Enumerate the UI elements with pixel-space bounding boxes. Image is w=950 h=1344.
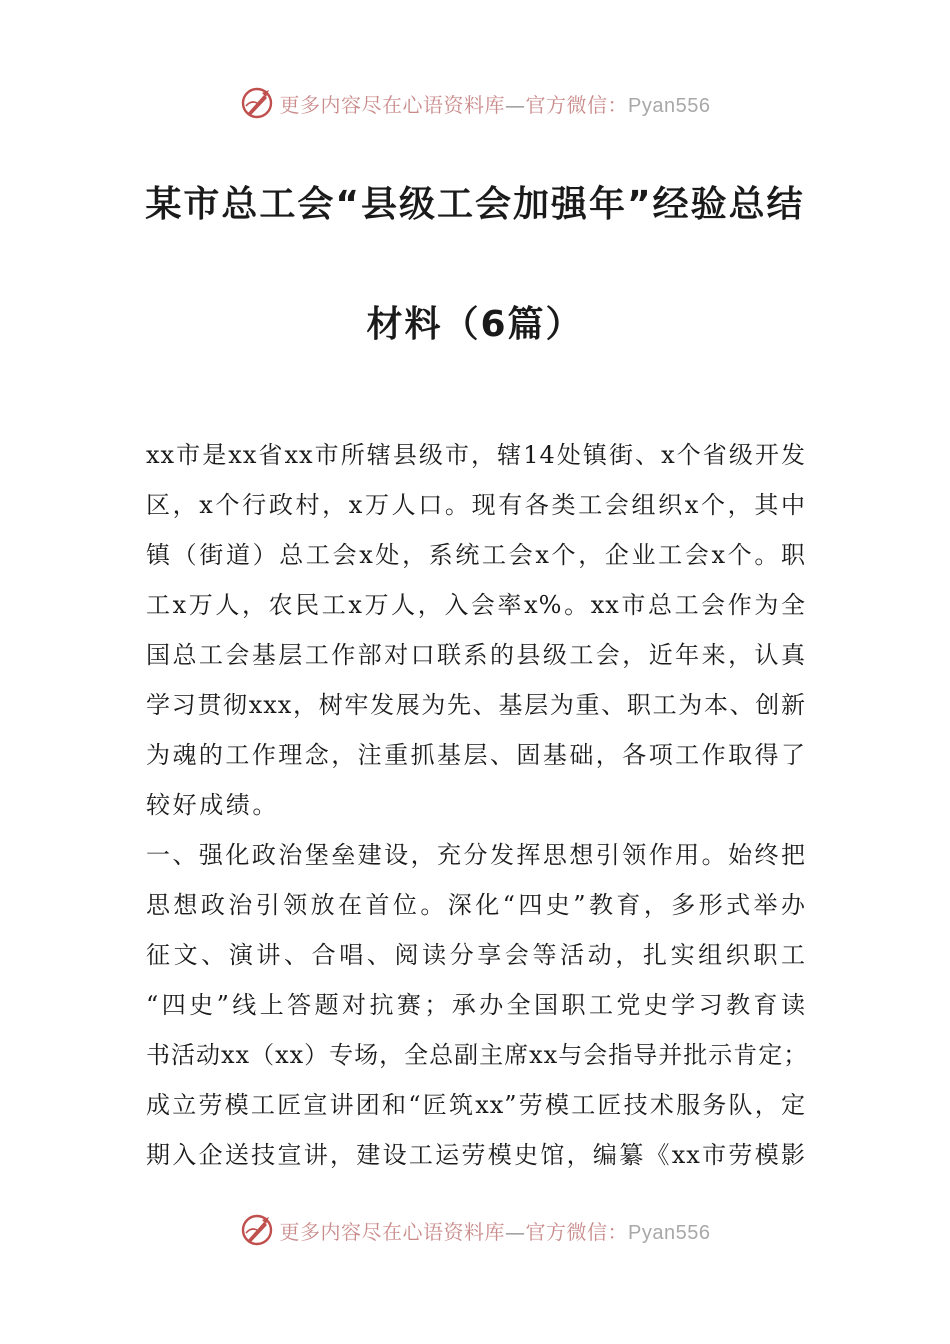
document-title-line-1: 某市总工会“县级工会加强年”经验总结: [145, 184, 805, 225]
document-body: [146, 433, 809, 1183]
banner-text: 更多内容尽在心语资料库—官方微信：Pyan556: [279, 1219, 711, 1244]
body-line: 一、强化政治堡垒建设，充分发挥思想引领作用。始终把: [146, 841, 806, 869]
body-line: 征文、演讲、合唱、阅读分享会等活动，扎实组织职工: [146, 941, 806, 969]
body-line: “四史”线上答题对抗赛；承办全国职工党史学习教育读: [146, 991, 806, 1019]
body-line: 思想政治引领放在首位。深化“四史”教育，多形式举办: [146, 891, 806, 919]
body-line: 镇（街道）总工会x处，系统工会x个，企业工会x个。职: [146, 541, 806, 569]
quill-logo-icon: [240, 1213, 274, 1247]
footer-banner: [0, 1210, 950, 1250]
body-line: 较好成绩。: [146, 791, 279, 819]
body-line: 书活动xx（xx）专场，全总副主席xx与会指导并批示肯定；: [146, 1041, 809, 1069]
body-line: 期入企送技宣讲，建设工运劳模史馆，编纂《xx市劳模影: [146, 1141, 806, 1169]
body-line: 区，x个行政村，x万人口。现有各类工会组织x个，其中: [146, 491, 806, 519]
header-banner: [0, 83, 950, 123]
banner-text: 更多内容尽在心语资料库—官方微信：Pyan556: [279, 92, 711, 117]
body-line: 工x万人，农民工x万人，入会率x%。xx市总工会作为全: [146, 591, 806, 619]
quill-logo-icon: [240, 86, 274, 120]
body-line: xx市是xx省xx市所辖县级市，辖14处镇街、x个省级开发: [146, 441, 806, 469]
body-line: 国总工会基层工作部对口联系的县级工会，近年来，认真: [146, 641, 806, 669]
document-title-line-2: 材料（6篇）: [366, 304, 584, 345]
body-line: 成立劳模工匠宣讲团和“匠筑xx”劳模工匠技术服务队，定: [146, 1091, 806, 1119]
body-line: 为魂的工作理念，注重抓基层、固基础，各项工作取得了: [146, 741, 806, 769]
body-line: 学习贯彻xxx，树牢发展为先、基层为重、职工为本、创新: [146, 691, 806, 719]
